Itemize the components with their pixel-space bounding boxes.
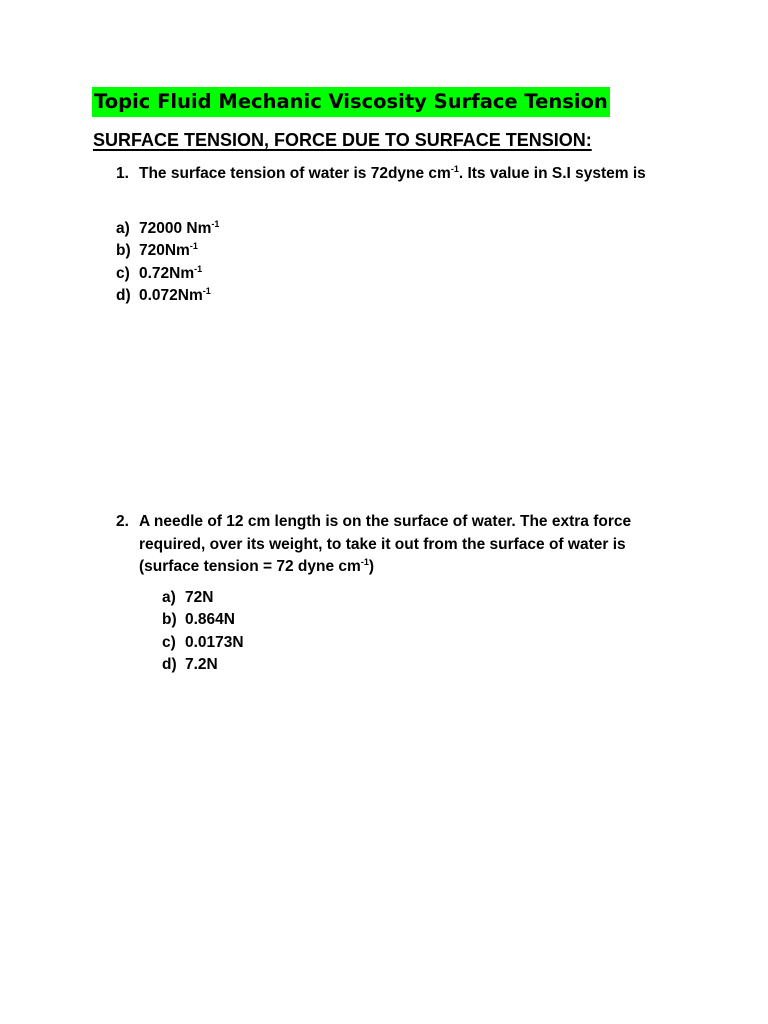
option-value: 72N (185, 589, 214, 606)
option-value: 7.2N (185, 656, 218, 674)
option-text: 720Nm (139, 242, 190, 260)
option-value (139, 218, 219, 240)
section-heading: SURFACE TENSION, FORCE DUE TO SURFACE TENSION: (93, 130, 592, 150)
superscript: -1 (211, 219, 220, 229)
option-letter: a) (162, 589, 176, 606)
superscript: -1 (202, 286, 211, 297)
option-value: 0.0173N (185, 633, 244, 651)
option-letter: c) (162, 633, 176, 651)
option-letter: b) (116, 242, 131, 260)
option-text: 0.072Nm (139, 287, 203, 305)
question-number: 2. (116, 513, 129, 530)
question-text-part: . Its value in S.I system is (458, 165, 646, 182)
option-text: 0.72Nm (139, 264, 195, 282)
superscript: -1 (194, 263, 203, 274)
question-text-part: The surface tension of water is 72dyne cm (139, 165, 451, 182)
option-text: 72000 Nm (139, 220, 212, 237)
superscript: -1 (450, 164, 459, 174)
superscript: -1 (189, 241, 198, 252)
option-letter: c) (116, 264, 130, 282)
option-letter: b) (162, 611, 177, 629)
option-value: 0.864N (185, 611, 235, 629)
question-text (139, 511, 664, 579)
topic-title: Topic Fluid Mechanic Viscosity Surface Tension (92, 87, 610, 117)
question-text-part: A needle of 12 cm length is on the surface of water. The extra force required, over its weight, to take it out from the surface of water is (surface tension = 72 dyne cm (139, 513, 632, 575)
option-value (139, 285, 211, 307)
option-letter: d) (116, 287, 131, 305)
option-letter: a) (116, 220, 130, 237)
question-text (139, 163, 664, 186)
option-letter: d) (162, 656, 177, 674)
superscript: -1 (360, 557, 369, 567)
option-value (139, 263, 202, 285)
question-text-part: ) (368, 558, 375, 575)
option-value (139, 240, 198, 262)
question-number: 1. (116, 165, 129, 182)
